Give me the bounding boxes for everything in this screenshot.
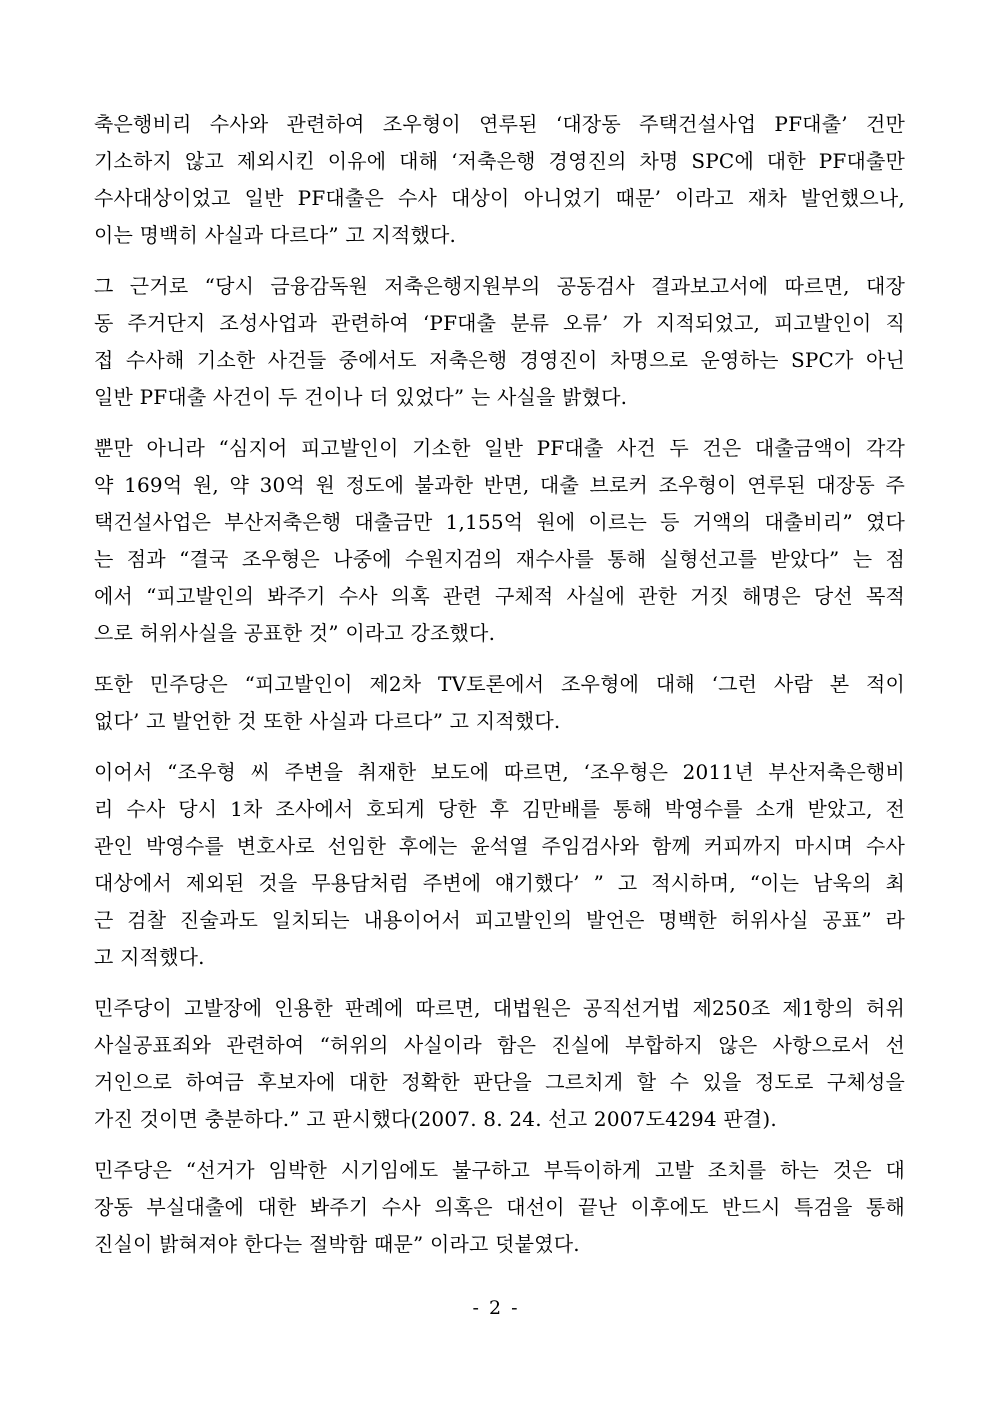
text-line: 없다’ 고 발언한 것 또한 사실과 다르다” 고 지적했다. xyxy=(94,709,561,733)
paragraph xyxy=(94,1152,905,1263)
text-line: 가진 것이면 충분하다.” 고 판시했다(2007. 8. 24. 선고 2007도4294 판결). xyxy=(94,1107,777,1131)
paragraph xyxy=(94,268,905,416)
paragraph xyxy=(94,666,905,740)
text-line: 민주당은 “선거가 임박한 시기임에도 불구하고 부득이하게 고발 조치를 하는 것은 대 xyxy=(94,1158,905,1182)
text-line: 에서 “피고발인의 봐주기 수사 의혹 관련 구체적 사실에 관한 거짓 해명은 당선 목적 xyxy=(94,584,905,608)
paragraph xyxy=(94,106,905,254)
text-line: 으로 허위사실을 공표한 것” 이라고 강조했다. xyxy=(94,621,496,645)
text-line: 기소하지 않고 제외시킨 이유에 대해 ‘저축은행 경영진의 차명 SPC에 대한 PF대출만 xyxy=(94,149,905,173)
text-line: 장동 부실대출에 대한 봐주기 수사 의혹은 대선이 끝난 이후에도 반드시 특검을 통해 xyxy=(94,1195,905,1219)
page-number: - 2 - xyxy=(472,1297,520,1319)
text-line: 수사대상이었고 일반 PF대출은 수사 대상이 아니었기 때문’ 이라고 재차 발언했으나, xyxy=(94,186,905,210)
text-line: 근 검찰 진술과도 일치되는 내용이어서 피고발인의 발언은 명백한 허위사실 공표” 라 xyxy=(94,908,905,932)
paragraph xyxy=(94,754,905,976)
page-footer xyxy=(0,1297,992,1319)
text-line: 민주당이 고발장에 인용한 판례에 따르면, 대법원은 공직선거법 제250조 제1항의 허위 xyxy=(94,996,905,1020)
text-line: 그 근거로 “당시 금융감독원 저축은행지원부의 공동검사 결과보고서에 따르면, 대장 xyxy=(94,274,905,298)
paragraph xyxy=(94,990,905,1138)
document-body xyxy=(94,106,905,1263)
text-line: 약 169억 원, 약 30억 원 정도에 불과한 반면, 대출 브로커 조우형이 연루된 대장동 주 xyxy=(94,473,905,497)
text-line: 이어서 “조우형 씨 주변을 취재한 보도에 따르면, ‘조우형은 2011년 부산저축은행비 xyxy=(94,760,905,784)
text-line: 거인으로 하여금 후보자에 대한 정확한 판단을 그르치게 할 수 있을 정도로 구체성을 xyxy=(94,1070,905,1094)
text-line: 일반 PF대출 사건이 두 건이나 더 있었다” 는 사실을 밝혔다. xyxy=(94,385,628,409)
text-line: 뿐만 아니라 “심지어 피고발인이 기소한 일반 PF대출 사건 두 건은 대출금액이 각각 xyxy=(94,436,905,460)
text-line: 이는 명백히 사실과 다르다” 고 지적했다. xyxy=(94,223,457,247)
text-line: 관인 박영수를 변호사로 선임한 후에는 윤석열 주임검사와 함께 커피까지 마시며 수사 xyxy=(94,834,905,858)
text-line: 고 지적했다. xyxy=(94,945,205,969)
text-line: 동 주거단지 조성사업과 관련하여 ‘PF대출 분류 오류’ 가 지적되었고, 피고발인이 직 xyxy=(94,311,905,335)
text-line: 택건설사업은 부산저축은행 대출금만 1,155억 원에 이르는 등 거액의 대출비리” 였다 xyxy=(94,510,905,534)
text-line: 리 수사 당시 1차 조사에서 호되게 당한 후 김만배를 통해 박영수를 소개 받았고, 전 xyxy=(94,797,905,821)
paragraph xyxy=(94,430,905,652)
text-line: 대상에서 제외된 것을 무용담처럼 주변에 얘기했다’ ” 고 적시하며, “이는 남욱의 최 xyxy=(94,871,905,895)
text-line: 접 수사해 기소한 사건들 중에서도 저축은행 경영진이 차명으로 운영하는 SPC가 아닌 xyxy=(94,348,905,372)
text-line: 사실공표죄와 관련하여 “허위의 사실이라 함은 진실에 부합하지 않은 사항으로서 선 xyxy=(94,1033,905,1057)
text-line: 는 점과 “결국 조우형은 나중에 수원지검의 재수사를 통해 실형선고를 받았다” 는 점 xyxy=(94,547,905,571)
text-line: 또한 민주당은 “피고발인이 제2차 TV토론에서 조우형에 대해 ‘그런 사람 본 적이 xyxy=(94,672,905,696)
text-line: 진실이 밝혀져야 한다는 절박함 때문” 이라고 덧붙였다. xyxy=(94,1232,580,1256)
text-line: 축은행비리 수사와 관련하여 조우형이 연루된 ‘대장동 주택건설사업 PF대출’ 건만 xyxy=(94,112,905,136)
